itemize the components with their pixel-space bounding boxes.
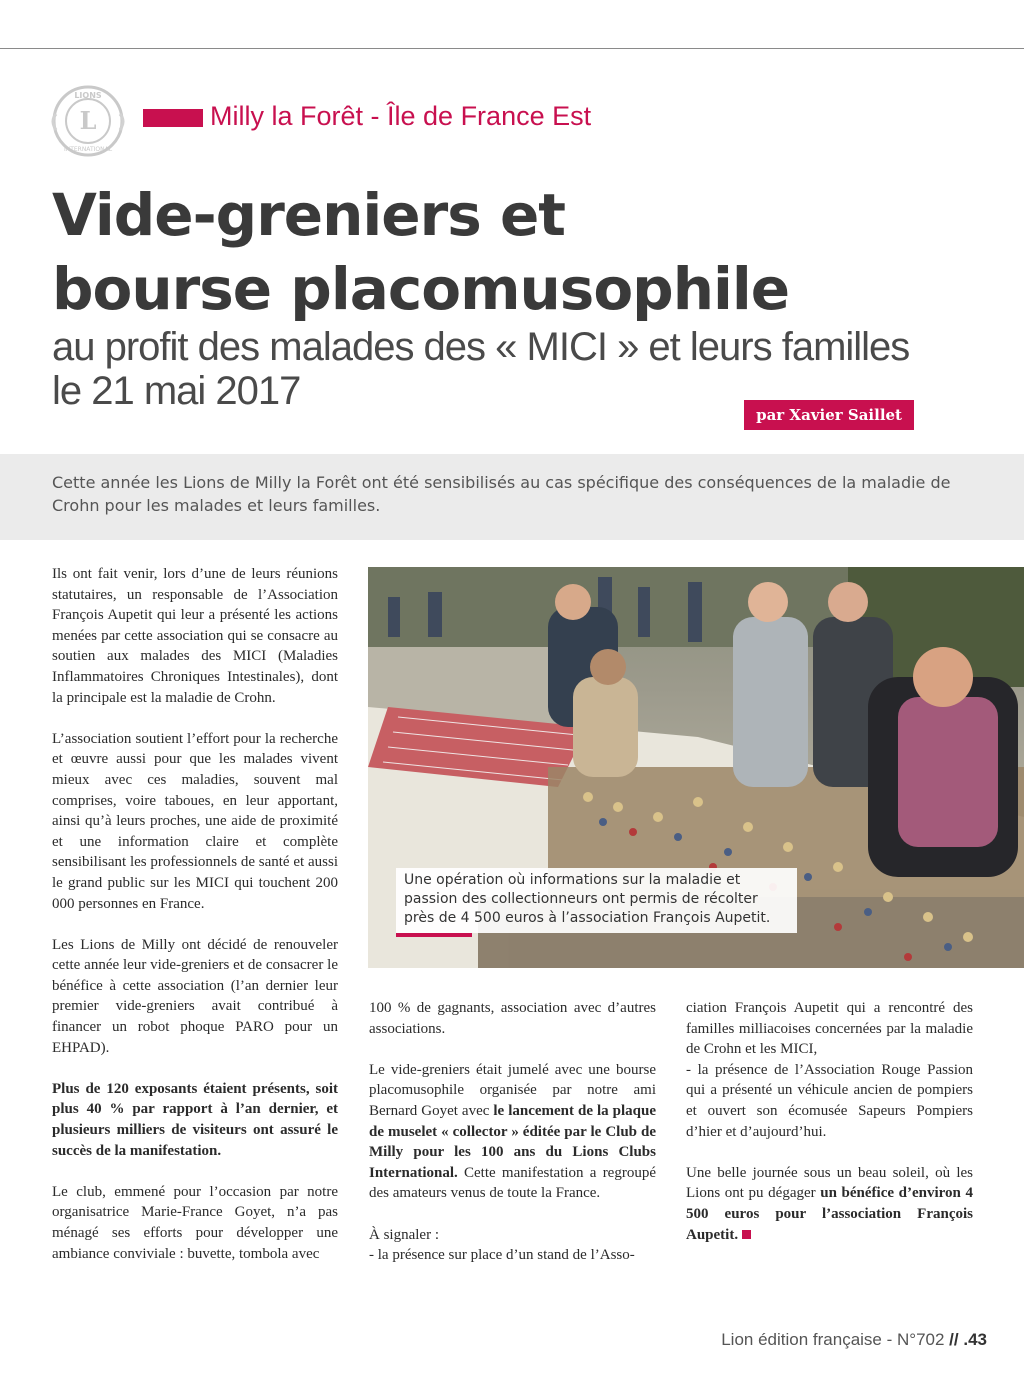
intro-text: Cette année les Lions de Milly la Forêt ont été sensibilisés au cas spécifique des conséquences de la maladie de Crohn pour les malades et leurs familles. (52, 473, 951, 515)
lions-logo-icon (48, 84, 128, 158)
paragraph: Le club, emmené pour l’occasion par notre organisatrice Marie-France Goyet, n’a pas ménagé ses efforts pour développer une ambiance conviviale : buvette, tombola avec (52, 1183, 338, 1262)
bold-text: le lancement de la plaque de muselet « collector » éditée par le Club de Milly pour les 100 ans du Lions Clubs International. (369, 1102, 656, 1181)
svg-text:L: L (79, 106, 97, 135)
paragraph: Les Lions de Milly ont décidé de renouveler cette année leur vide-greniers et de consacrer le bénéfice à cette association (l’an dernier leur premier vide-greniers avait contribué à financer un robot phoque PARO pour un EHPAD). (52, 936, 338, 1056)
kicker-text: Milly la Forêt - Île de France Est (210, 101, 592, 131)
bold-text: un bénéfice d’environ 4 500 euros pour l’association François Aupetit. (686, 1185, 973, 1243)
paragraph (369, 1225, 656, 1266)
end-mark-icon (742, 1230, 751, 1239)
subtitle-line-1: au profit des malades des « MICI » et leurs familles (52, 325, 910, 369)
body-column-3 (686, 998, 973, 1266)
paragraph (369, 1060, 656, 1204)
text-line: À signaler : (369, 1226, 439, 1243)
section-kicker (143, 101, 591, 132)
svg-text:INTERNATIONAL: INTERNATIONAL (63, 146, 113, 153)
paragraph: L’association soutient l’effort pour la recherche et œuvre aussi pour que les malades vivent mieux avec ces maladies, souvent mal comprises, voire taboues, en leur apportant, ainsi qu’à leurs proches, une aide de proximité et une information claire et complète sensibilisant les professionnels de santé et aussi le grand public sur les MICI qui touchent 200 000 personnes en France. (52, 730, 338, 912)
page-number: .43 (963, 1330, 987, 1349)
body-column-2 (369, 998, 656, 1286)
text-line: - la présence de l’Association Rouge Passion qui a présenté un véhicule ancien de pompiers et ouvert son écomusée Sapeurs Pompiers d’hier et d’aujourd’hui. (686, 1061, 973, 1140)
text-run: Le vide-greniers était jumelé avec une bourse placomusophile organisée par notre ami Bernard Goyet avec (369, 1061, 656, 1119)
text-run: Cette manifestation a regroupé des amateurs venus de toute la France. (369, 1164, 656, 1202)
text-line: - la présence sur place d’un stand de l’Asso- (369, 1247, 635, 1264)
article-title (52, 178, 789, 326)
paragraph-bold (52, 1079, 338, 1161)
caption-rule (396, 933, 472, 937)
title-line-1: Vide-greniers et (52, 181, 566, 249)
page-footer (721, 1330, 987, 1350)
footer-separator: // (949, 1330, 959, 1349)
paragraph (686, 1163, 973, 1245)
paragraph: Ils ont fait venir, lors d’une de leurs réunions statutaires, un responsable de l’Association François Aupetit qui leur a présenté les actions menées par cette association qui se consacre au soutien aux malades des MICI (Maladies Inflammatoires Chroniques Intestinales), dont la principale est la maladie de Crohn. (52, 566, 338, 706)
bold-text: Plus de 120 exposants étaient présents, soit plus 40 % par rapport à l’an dernier, et plusieurs milliers de visiteurs ont assuré le succès de la manifestation. (52, 1080, 338, 1159)
text-line: ciation François Aupetit qui a rencontré des familles milliacoises concernées par la maladie de Crohn et les MICI, (686, 1000, 973, 1058)
top-rule (0, 48, 1024, 49)
title-line-2: bourse placomusophile (52, 255, 790, 323)
text-run: Une belle journée sous un beau soleil, où les Lions ont pu dégager (686, 1164, 973, 1202)
kicker-bar (143, 109, 203, 127)
svg-text:LIONS: LIONS (74, 91, 102, 100)
body-column-1 (52, 564, 338, 1285)
author-badge: par Xavier Saillet (744, 400, 914, 430)
paragraph: 100 % de gagnants, association avec d’autres associations. (369, 1000, 656, 1037)
paragraph (686, 998, 973, 1142)
magazine-name: Lion édition française - N°702 (721, 1330, 945, 1349)
photo-caption: Une opération où informations sur la maladie et passion des collectionneurs ont permis de récolter près de 4 500 euros à l’association François Aupetit. (396, 868, 797, 933)
subtitle-line-2: le 21 mai 2017 (52, 369, 301, 413)
